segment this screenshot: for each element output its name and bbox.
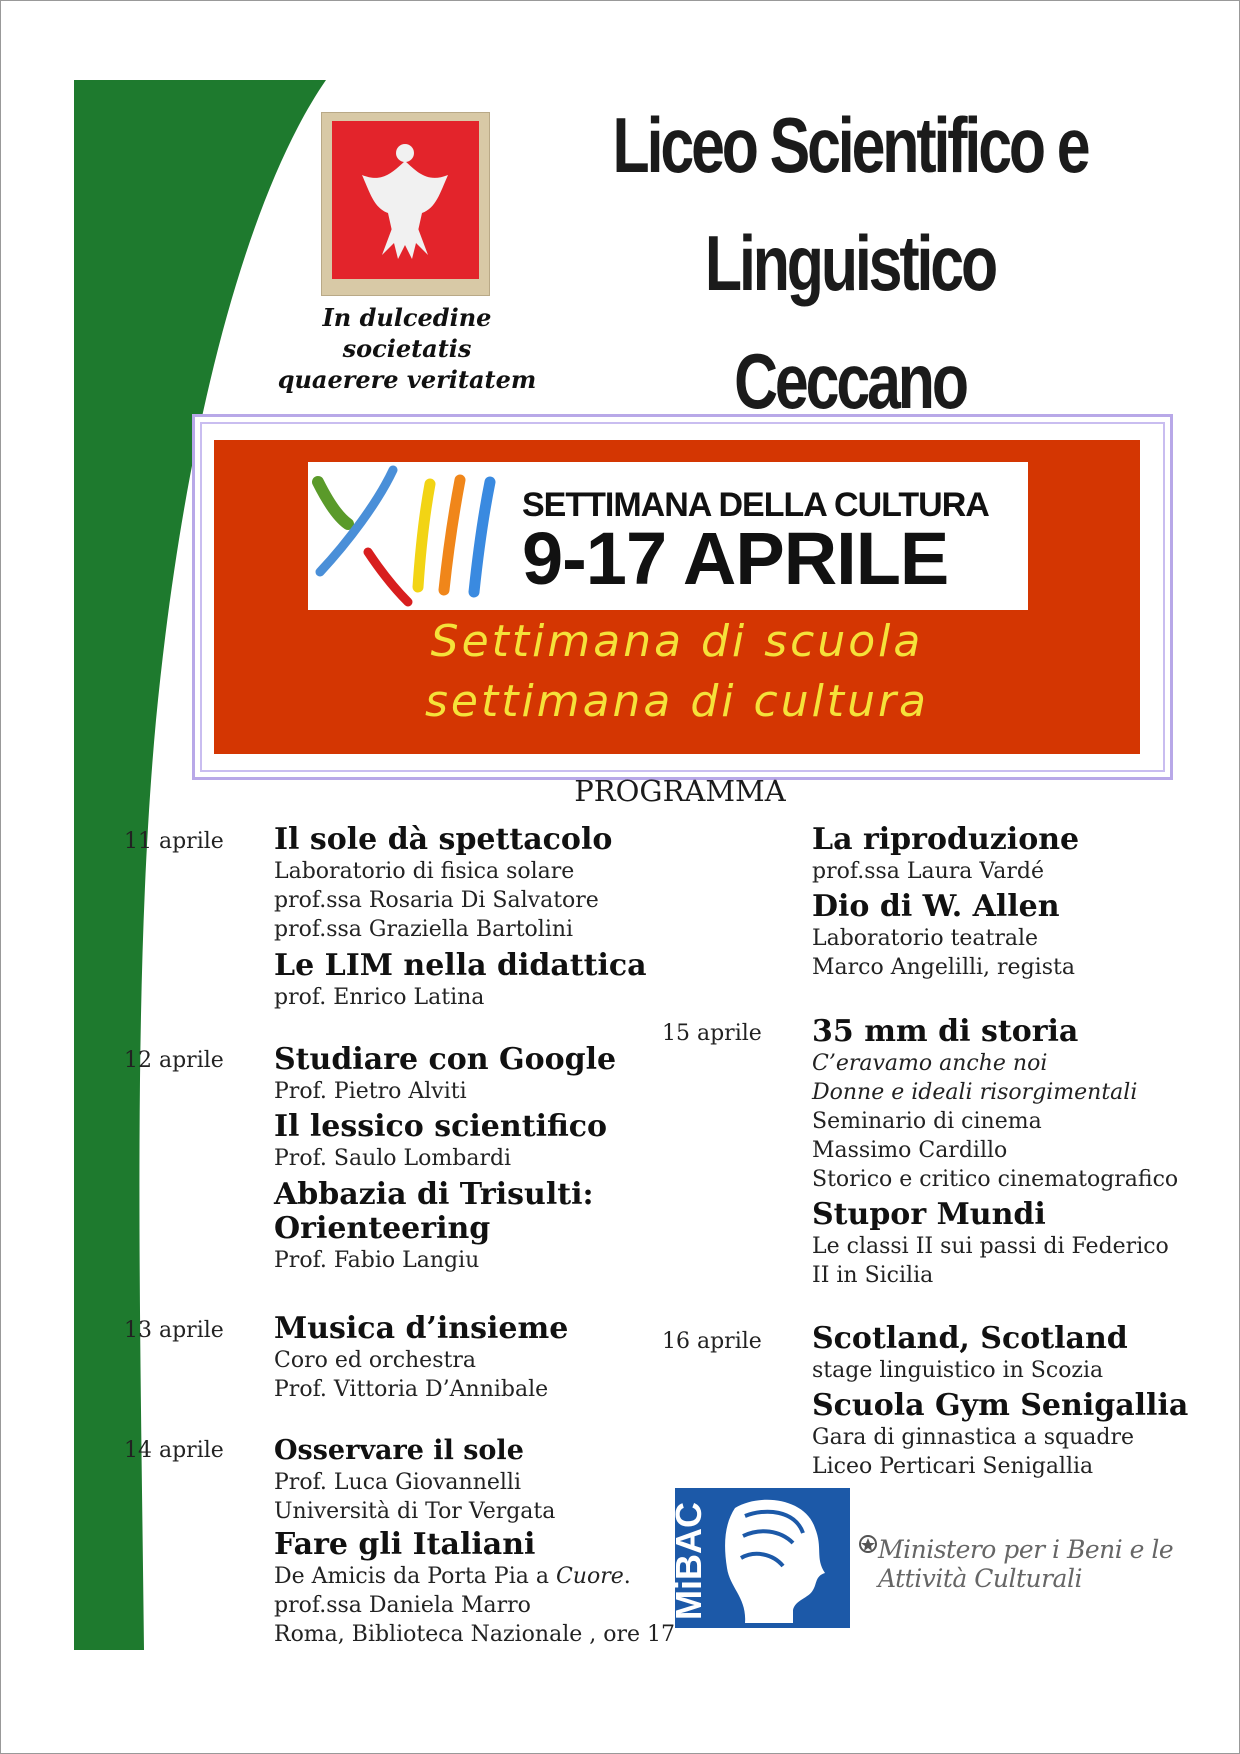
mibac-logo: [668, 1488, 850, 1628]
event-line: prof. Enrico Latina: [274, 985, 485, 1010]
event-title: Stupor Mundi: [812, 1197, 1046, 1232]
event-title: Fare gli Italiani: [274, 1527, 536, 1562]
ministry-name: Ministero per i Beni e le Attività Culturali: [878, 1535, 1174, 1593]
event-line: Prof. Luca Giovannelli: [274, 1470, 521, 1495]
event-line: Gara di ginnastica a squadre: [812, 1425, 1134, 1450]
event-35mm-storia: [812, 1015, 1178, 1194]
event-title: 35 mm di storia: [812, 1014, 1079, 1049]
school-title-line-2: Ceccano: [734, 337, 966, 425]
eagle-icon: [322, 113, 489, 295]
svg-text:MiBAC: MiBAC: [668, 1502, 709, 1620]
event-title: Orienteering: [274, 1211, 491, 1246]
event-fare-italiani: [274, 1528, 675, 1649]
italian-emblem-icon: [858, 1530, 878, 1560]
event-line: Laboratorio di fisica solare: [274, 859, 575, 884]
event-line: Laboratorio teatrale: [812, 926, 1039, 951]
event-line: Prof. Fabio Langiu: [274, 1248, 480, 1273]
event-studiare-google: [274, 1043, 616, 1106]
date-13-april: 13 aprile: [124, 1318, 224, 1343]
event-lim-didattica: [274, 949, 647, 1012]
event-line: Storico e critico cinematografico: [812, 1167, 1179, 1192]
event-abbazia-trisulti: [274, 1178, 594, 1275]
event-title: Scuola Gym Senigallia: [812, 1388, 1189, 1423]
event-title: Osservare il sole: [274, 1435, 524, 1466]
event-title: Musica d’insieme: [274, 1311, 569, 1346]
event-osservare-sole: [274, 1434, 555, 1526]
event-line: Coro ed orchestra: [274, 1348, 476, 1373]
program-title: PROGRAMMA: [574, 774, 786, 808]
school-title: [569, 86, 1131, 440]
event-line: II in Sicilia: [812, 1263, 934, 1288]
date-16-april: 16 aprile: [662, 1329, 762, 1354]
event-line: Prof. Vittoria D’Annibale: [274, 1377, 549, 1402]
event-scuola-gym: [812, 1389, 1188, 1481]
slogan-line-2: settimana di cultura: [424, 676, 930, 727]
school-title-line-1: Liceo Scientifico e Linguistico: [612, 101, 1088, 307]
event-line: [274, 1562, 675, 1591]
event-line: Roma, Biblioteca Nazionale , ore 17: [274, 1622, 675, 1647]
date-14-april: 14 aprile: [124, 1438, 224, 1463]
event-title: Le LIM nella didattica: [274, 948, 647, 983]
event-line: Massimo Cardillo: [812, 1138, 1008, 1163]
event-line: prof.ssa Daniela Marro: [274, 1593, 531, 1618]
event-title: Scotland, Scotland: [812, 1321, 1128, 1356]
event-musica-insieme: [274, 1312, 568, 1404]
event-title: Il lessico scientifico: [274, 1109, 608, 1144]
event-line: Marco Angelilli, regista: [812, 955, 1075, 980]
event-line: stage linguistico in Scozia: [812, 1358, 1104, 1383]
event-scotland: [812, 1322, 1128, 1385]
event-sole-spettacolo: [274, 823, 612, 944]
event-title: Studiare con Google: [274, 1042, 617, 1077]
event-line: Università di Tor Vergata: [274, 1499, 556, 1524]
motto-line-2: quaerere veritatem: [277, 365, 537, 394]
event-lessico-scientifico: [274, 1110, 607, 1173]
slogan-line-1: Settimana di scuola: [430, 616, 924, 667]
event-title: Dio di W. Allen: [812, 889, 1060, 924]
mibac-profile-icon: [668, 1488, 850, 1628]
event-line: Prof. Pietro Alviti: [274, 1079, 467, 1104]
event-line: C’eravamo anche noi: [812, 1051, 1048, 1076]
event-title: Abbazia di Trisulti:: [274, 1177, 594, 1212]
event-line: prof.ssa Graziella Bartolini: [274, 917, 574, 942]
date-15-april: 15 aprile: [662, 1021, 762, 1046]
date-12-april: 12 aprile: [124, 1048, 224, 1073]
school-motto: [262, 302, 552, 395]
culture-week-logo: [308, 462, 1028, 610]
event-stupor-mundi: [812, 1198, 1169, 1290]
date-11-april: 11 aprile: [124, 829, 224, 854]
logo-title: SETTIMANA DELLA CULTURA: [522, 486, 989, 524]
event-line: prof.ssa Rosaria Di Salvatore: [274, 888, 599, 913]
event-riproduzione: [812, 823, 1079, 886]
event-dio-allen: [812, 890, 1075, 982]
event-title: La riproduzione: [812, 822, 1080, 857]
event-title: Il sole dà spettacolo: [274, 822, 613, 857]
roman-numeral-logo-icon: [308, 462, 518, 610]
event-line: Donne e ideali risorgimentali: [812, 1080, 1138, 1105]
event-line: prof.ssa Laura Vardé: [812, 859, 1045, 884]
book-title: Cuore: [555, 1564, 624, 1589]
motto-line-1: In dulcedine societatis: [322, 303, 492, 363]
event-line-text: De Amicis da Porta Pia a: [274, 1564, 556, 1589]
event-line: Seminario di cinema: [812, 1109, 1042, 1134]
event-line: Le classi II sui passi di Federico: [812, 1234, 1169, 1259]
event-line: Liceo Perticari Senigallia: [812, 1454, 1094, 1479]
event-line: Prof. Saulo Lombardi: [274, 1146, 512, 1171]
event-line-text: .: [623, 1564, 631, 1589]
school-crest-logo: [321, 112, 490, 296]
logo-dates: 9-17 APRILE: [522, 517, 949, 600]
